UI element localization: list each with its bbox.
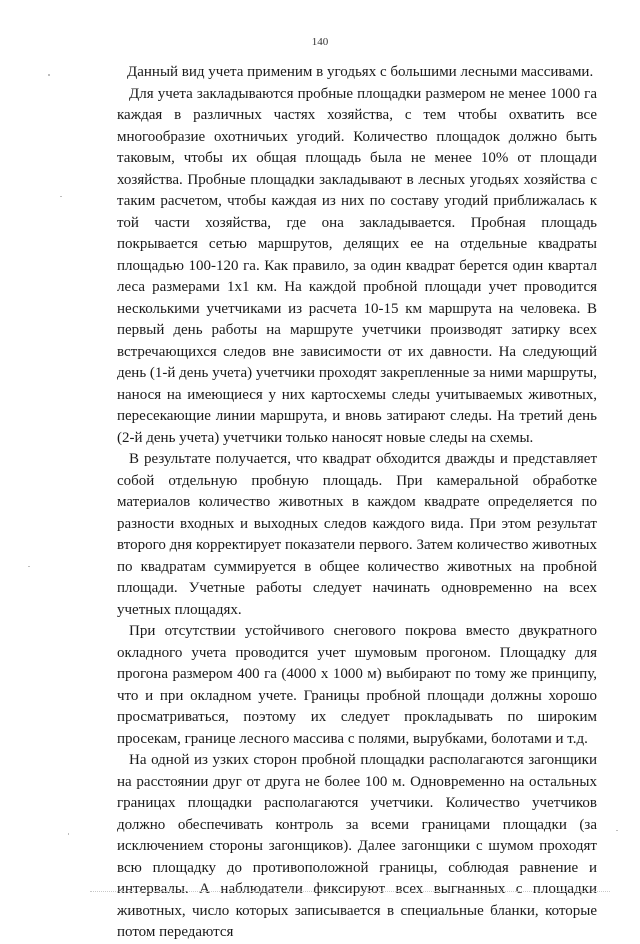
paragraph-2: Для учета закладываются пробные площадки размером не менее 1000 га каждая в различных частях хозяйства, с тем чтобы охватить все многообразие охотничьих угодий. Количество площадок должно быть таковым, чтобы их общая площадь была не менее 10% от площади хозяйства. Пробные площадки закладывают в лесных угодьях хозяйства с таким расчетом, чтобы каждая из них по составу угодий приближалась к той части хозяйства, где она закладывается. Пробная площадь покрывается сетью маршрутов, делящих ее на отдельные квадраты площадью 100-120 га. Как правило, за один квадрат берется один квартал леса размерами 1x1 км. На каждой пробной площади учет проводится несколькими учетчиками из расчета 10-15 км маршрута на человека. В первый день работы на маршруте учетчики производят затирку всех встречающихся следов вне зависимости от их давности. На следующий день (1-й день учета) учетчики проходят закрепленные за ними маршруты, нанося на имеющиеся у них картосхемы следы учитываемых животных, пересекающие линии маршрута, и вновь затирают следы. На третий день (2-й день учета) учетчики только наносят новые следы на схемы. xyxy=(117,85,597,446)
paragraph-1: Данный вид учета применим в угодьях с большими лесными массивами. xyxy=(127,64,594,80)
paragraph-5: На одной из узких сторон пробной площадки располагаются загонщики на расстоянии друг от друга не более 100 м. Одновременно на остальных границах площадки располагаются учетчики. Количество учетчиков должно обеспечивать контроль за всеми границами площадки (за исключением стороны загонщиков). Далее загонщики с шумом проходят всю площадку до противоположной границы, соблюдая равнение и интервалы. А наблюдатели фиксируют всех выгнанных с площадки животных, число которых записывается в специальные бланки, которые потом передаются xyxy=(117,752,597,940)
scan-speck xyxy=(68,833,69,835)
scan-speck xyxy=(616,830,618,831)
paragraph-4: При отсутствии устойчивого снегового покрова вместо двукратного окладного учета проводится учет шумовым прогоном. Площадку для прогона размером 400 га (4000 х 1000 м) выбирают по тому же принципу, что и при окладном учете. Границы пробной площади должны хорошо просматриваться, поэтому их следует прокладывать по широким просекам, границе лесного массива с полями, вырубками, болотами и т.д. xyxy=(117,623,597,747)
paragraph-3: В результате получается, что квадрат обходится дважды и представляет собой отдельную пробную площадь. При камеральной обработке материалов количество животных в каждом квадрате определяется по разности входных и выходных следов каждого вида. При этом результат второго дня корректирует показатели первого. Затем количество животных по квадратам суммируется в общее количество животных на пробной площади. Учетные работы следует начинать одновременно на всех учетных площадях. xyxy=(117,451,597,618)
scan-speck xyxy=(28,566,30,567)
scan-speck xyxy=(48,74,50,76)
page-number: 140 xyxy=(311,36,329,48)
document-body xyxy=(117,62,597,944)
scan-speck xyxy=(60,196,62,197)
scan-edge-noise xyxy=(90,891,610,893)
